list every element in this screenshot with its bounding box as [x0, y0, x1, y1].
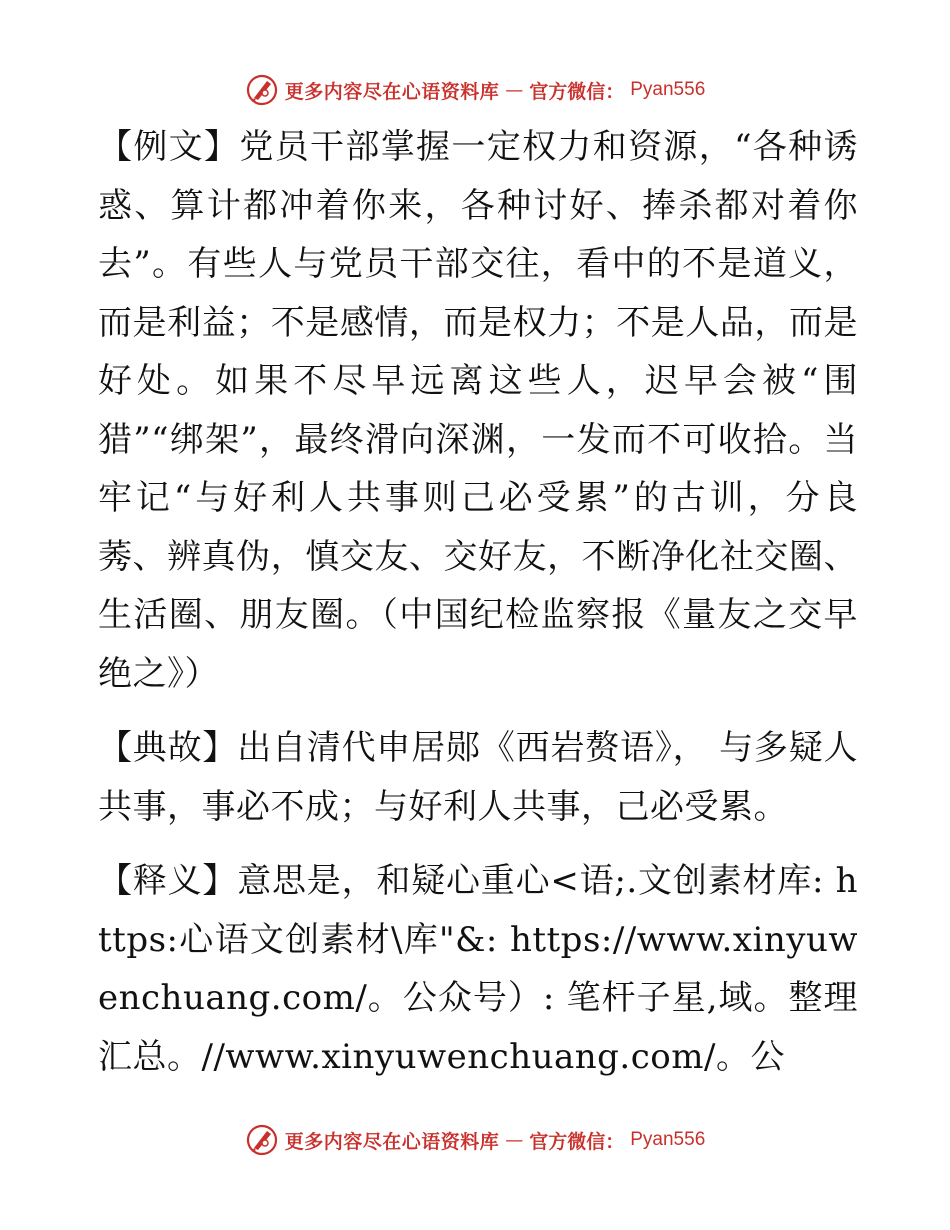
- banner-wechat-label: 官方微信：: [529, 80, 625, 103]
- quill-pen-logo-icon: [245, 1123, 279, 1157]
- banner-text: 更多内容尽在心语资料库: [284, 80, 500, 103]
- banner-separator: —: [505, 79, 524, 101]
- banner-wechat-id: Pyan556: [630, 1129, 706, 1150]
- paragraph-text: 出自清代申居郧《西岩赘语》， 与多疑人共事，事必不成；与好利人共事，己必受累。: [98, 728, 858, 827]
- paragraph-allusion: [98, 719, 858, 836]
- footer-banner: [0, 1120, 950, 1160]
- paragraph-tag: 【例文】: [98, 127, 240, 167]
- paragraph-example: [98, 118, 858, 703]
- paragraph-text: 党员干部掌握一定权力和资源，“各种诱惑、算计都冲着你来，各种讨好、捧杀都对着你去”。有些人与党员干部交往，看中的不是道义，而是利益；不是感情，而是权力；不是人品，而是好处。如果不尽早远离这些人，迟早会被“围猎”“绑架”，最终滑向深渊，一发而不可收拾。当牢记“与好利人共事则己必受累”的古训，分良莠、辨真伪，慎交友、交好友，不断净化社交圈、生活圈、朋友圈。（中国纪检监察报《量友之交早绝之》）: [98, 127, 858, 694]
- paragraph-meaning: [98, 852, 858, 1086]
- banner-wechat-label: 官方微信：: [529, 1130, 625, 1153]
- paragraph-tag: 【典故】: [98, 728, 238, 768]
- header-banner: [0, 70, 950, 110]
- banner-wechat-id: Pyan556: [630, 79, 706, 100]
- banner-separator: —: [505, 1129, 524, 1151]
- paragraph-text: 意思是，和疑心重心<语;.文创素材库: https:心语文创素材\库"&: https://www.xinyuwenchuang.com/。公众号）: 笔杆子星,域。整理汇总。//www.xinyuwenchuang.com/。公: [98, 861, 858, 1077]
- banner-text: 更多内容尽在心语资料库: [284, 1130, 500, 1153]
- document-body: [98, 118, 858, 1086]
- quill-pen-logo-icon: [245, 73, 279, 107]
- paragraph-tag: 【释义】: [98, 861, 238, 901]
